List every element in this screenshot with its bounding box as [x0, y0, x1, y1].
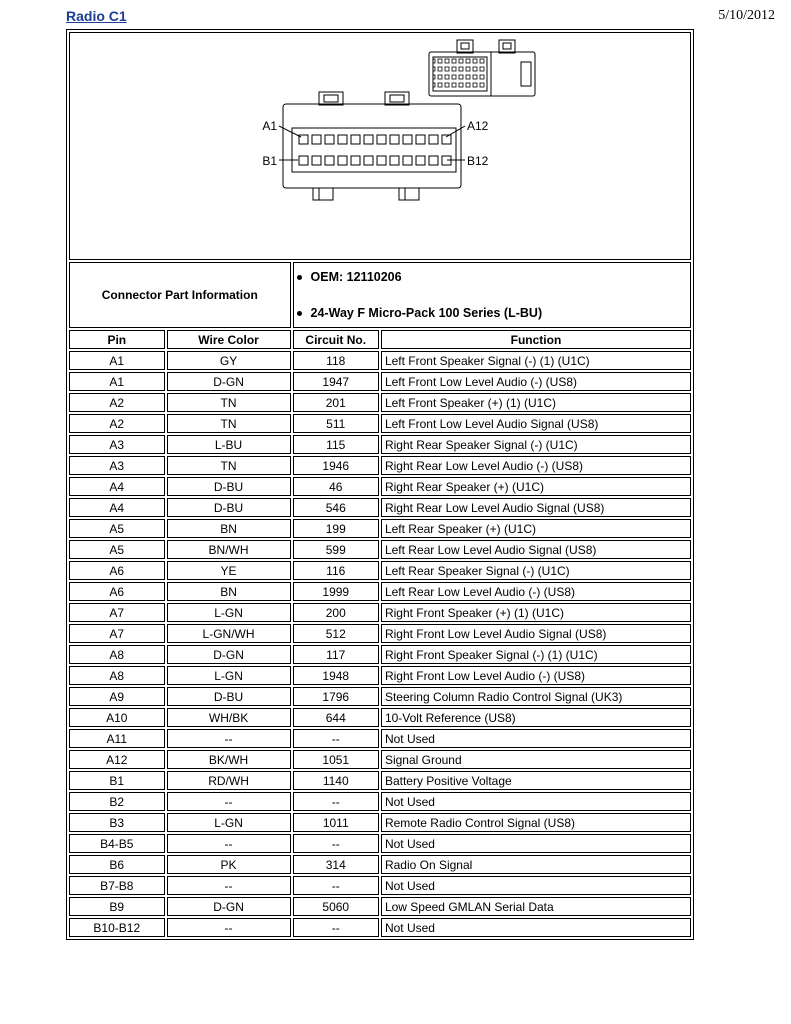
wire-color-cell: BN [167, 519, 291, 538]
table-row [69, 918, 691, 937]
wire-color-cell: L-GN [167, 813, 291, 832]
circuit-no-cell: 1946 [293, 456, 379, 475]
wire-color-cell: L-GN/WH [167, 624, 291, 643]
pin-cell: A8 [69, 645, 165, 664]
page-date: 5/10/2012 [718, 8, 775, 23]
wire-color-cell: BN/WH [167, 540, 291, 559]
function-cell: Radio On Signal [381, 855, 691, 874]
part-info-oem-text: OEM: 12110206 [310, 270, 402, 284]
pin-cell: A4 [69, 477, 165, 496]
part-info-details [293, 262, 691, 328]
circuit-no-cell: 644 [293, 708, 379, 727]
pin-cell: A3 [69, 435, 165, 454]
bullet-icon [297, 311, 302, 316]
table-row [69, 603, 691, 622]
table-row [69, 519, 691, 538]
function-cell: Right Rear Low Level Audio (-) (US8) [381, 456, 691, 475]
wire-color-cell: -- [167, 876, 291, 895]
table-row [69, 624, 691, 643]
pin-cell: A10 [69, 708, 165, 727]
pin-cell: A7 [69, 624, 165, 643]
wire-color-cell: WH/BK [167, 708, 291, 727]
circuit-no-cell: 1999 [293, 582, 379, 601]
pin-cell: B9 [69, 897, 165, 916]
circuit-no-cell: -- [293, 792, 379, 811]
part-info-row [69, 262, 691, 328]
function-cell: Left Front Speaker (+) (1) (U1C) [381, 393, 691, 412]
function-cell: Right Front Low Level Audio (-) (US8) [381, 666, 691, 685]
function-cell: 10-Volt Reference (US8) [381, 708, 691, 727]
table-row [69, 351, 691, 370]
wire-color-cell: -- [167, 918, 291, 937]
wire-color-cell: BK/WH [167, 750, 291, 769]
function-cell: Battery Positive Voltage [381, 771, 691, 790]
connector-pinout-table [66, 29, 694, 940]
function-cell: Remote Radio Control Signal (US8) [381, 813, 691, 832]
table-row [69, 771, 691, 790]
table-row [69, 876, 691, 895]
table-row [69, 750, 691, 769]
wire-color-cell: L-BU [167, 435, 291, 454]
part-info-series-text: 24-Way F Micro-Pack 100 Series (L-BU) [310, 306, 543, 320]
pin-cell: A7 [69, 603, 165, 622]
pin-cell: A12 [69, 750, 165, 769]
wire-color-cell: TN [167, 456, 291, 475]
pin-label-a1: A1 [262, 119, 277, 133]
function-cell: Not Used [381, 918, 691, 937]
table-row [69, 498, 691, 517]
pin-cell: B3 [69, 813, 165, 832]
circuit-no-cell: 1947 [293, 372, 379, 391]
circuit-no-cell: 1011 [293, 813, 379, 832]
pin-cell: A8 [69, 666, 165, 685]
circuit-no-cell: 118 [293, 351, 379, 370]
function-cell: Left Rear Low Level Audio Signal (US8) [381, 540, 691, 559]
function-cell: Steering Column Radio Control Signal (UK3) [381, 687, 691, 706]
circuit-no-cell: 511 [293, 414, 379, 433]
wire-color-cell: L-GN [167, 666, 291, 685]
header-circuit-no: Circuit No. [293, 330, 379, 349]
table-row [69, 582, 691, 601]
circuit-no-cell: 512 [293, 624, 379, 643]
header-function: Function [381, 330, 691, 349]
function-cell: Not Used [381, 792, 691, 811]
circuit-no-cell: 599 [293, 540, 379, 559]
circuit-no-cell: 199 [293, 519, 379, 538]
wire-color-cell: PK [167, 855, 291, 874]
circuit-no-cell: 46 [293, 477, 379, 496]
pin-cell: B7-B8 [69, 876, 165, 895]
table-row [69, 687, 691, 706]
table-row [69, 540, 691, 559]
wire-color-cell: D-GN [167, 372, 291, 391]
bullet-icon [297, 275, 302, 280]
circuit-no-cell: 546 [293, 498, 379, 517]
function-cell: Left Front Speaker Signal (-) (1) (U1C) [381, 351, 691, 370]
pin-cell: A3 [69, 456, 165, 475]
pin-cell: B6 [69, 855, 165, 874]
wire-color-cell: D-GN [167, 897, 291, 916]
wire-color-cell: TN [167, 414, 291, 433]
pin-cell: A4 [69, 498, 165, 517]
circuit-no-cell: -- [293, 876, 379, 895]
pin-grid [299, 135, 451, 165]
circuit-no-cell: 117 [293, 645, 379, 664]
wire-color-cell: D-BU [167, 687, 291, 706]
page-header [66, 8, 775, 24]
header-pin: Pin [69, 330, 165, 349]
connector-3d-view [429, 40, 535, 96]
pin-cell: A5 [69, 519, 165, 538]
function-cell: Right Rear Speaker (+) (U1C) [381, 477, 691, 496]
circuit-no-cell: -- [293, 729, 379, 748]
part-info-oem [297, 270, 687, 284]
wire-color-cell: -- [167, 729, 291, 748]
table-row [69, 834, 691, 853]
pin-cell: A9 [69, 687, 165, 706]
circuit-no-cell: 5060 [293, 897, 379, 916]
circuit-no-cell: 314 [293, 855, 379, 874]
connector-front-view [283, 92, 461, 200]
table-row [69, 708, 691, 727]
table-row [69, 897, 691, 916]
pin-cell: B4-B5 [69, 834, 165, 853]
table-row [69, 393, 691, 412]
table-row [69, 666, 691, 685]
wire-color-cell: GY [167, 351, 291, 370]
pin-label-b12: B12 [467, 154, 489, 168]
wire-color-cell: -- [167, 792, 291, 811]
table-row [69, 477, 691, 496]
connector-diagram [73, 34, 687, 258]
pin-label-a12: A12 [467, 119, 489, 133]
part-info-series [297, 306, 687, 320]
function-cell: Not Used [381, 729, 691, 748]
pin-cell: A6 [69, 582, 165, 601]
function-cell: Right Rear Low Level Audio Signal (US8) [381, 498, 691, 517]
table-row [69, 456, 691, 475]
function-cell: Left Front Low Level Audio (-) (US8) [381, 372, 691, 391]
function-cell: Left Rear Speaker (+) (U1C) [381, 519, 691, 538]
table-row [69, 435, 691, 454]
circuit-no-cell: 116 [293, 561, 379, 580]
pin-cell: B2 [69, 792, 165, 811]
function-cell: Left Rear Speaker Signal (-) (U1C) [381, 561, 691, 580]
pin-cell: A5 [69, 540, 165, 559]
wire-color-cell: -- [167, 834, 291, 853]
function-cell: Right Front Low Level Audio Signal (US8) [381, 624, 691, 643]
circuit-no-cell: -- [293, 918, 379, 937]
pin-cell: A2 [69, 414, 165, 433]
wire-color-cell: L-GN [167, 603, 291, 622]
function-cell: Right Front Speaker (+) (1) (U1C) [381, 603, 691, 622]
page-title: Radio C1 [66, 8, 127, 24]
wire-color-cell: D-BU [167, 477, 291, 496]
function-cell: Low Speed GMLAN Serial Data [381, 897, 691, 916]
circuit-no-cell: 115 [293, 435, 379, 454]
function-cell: Right Front Speaker Signal (-) (1) (U1C) [381, 645, 691, 664]
table-row [69, 561, 691, 580]
pin-cell: A11 [69, 729, 165, 748]
function-cell: Signal Ground [381, 750, 691, 769]
function-cell: Not Used [381, 834, 691, 853]
wire-color-cell: YE [167, 561, 291, 580]
circuit-no-cell: 200 [293, 603, 379, 622]
pin-cell: B1 [69, 771, 165, 790]
diagram-row [69, 32, 691, 260]
function-cell: Left Rear Low Level Audio (-) (US8) [381, 582, 691, 601]
pin-cell: A1 [69, 351, 165, 370]
function-cell: Right Rear Speaker Signal (-) (U1C) [381, 435, 691, 454]
circuit-no-cell: 201 [293, 393, 379, 412]
wire-color-cell: D-GN [167, 645, 291, 664]
pin-cell: A6 [69, 561, 165, 580]
table-row [69, 372, 691, 391]
part-info-label: Connector Part Information [69, 262, 291, 328]
wire-color-cell: D-BU [167, 498, 291, 517]
function-cell: Left Front Low Level Audio Signal (US8) [381, 414, 691, 433]
diagram-cell [69, 32, 691, 260]
table-row [69, 792, 691, 811]
wire-color-cell: TN [167, 393, 291, 412]
circuit-no-cell: 1796 [293, 687, 379, 706]
table-header-row [69, 330, 691, 349]
pin-label-b1: B1 [262, 154, 277, 168]
pin-cell: A1 [69, 372, 165, 391]
header-wire-color: Wire Color [167, 330, 291, 349]
table-row [69, 645, 691, 664]
circuit-no-cell: -- [293, 834, 379, 853]
circuit-no-cell: 1948 [293, 666, 379, 685]
circuit-no-cell: 1051 [293, 750, 379, 769]
wire-color-cell: BN [167, 582, 291, 601]
table-row [69, 414, 691, 433]
pin-cell: B10-B12 [69, 918, 165, 937]
function-cell: Not Used [381, 876, 691, 895]
table-row [69, 855, 691, 874]
table-row [69, 729, 691, 748]
circuit-no-cell: 1140 [293, 771, 379, 790]
table-row [69, 813, 691, 832]
pin-cell: A2 [69, 393, 165, 412]
wire-color-cell: RD/WH [167, 771, 291, 790]
